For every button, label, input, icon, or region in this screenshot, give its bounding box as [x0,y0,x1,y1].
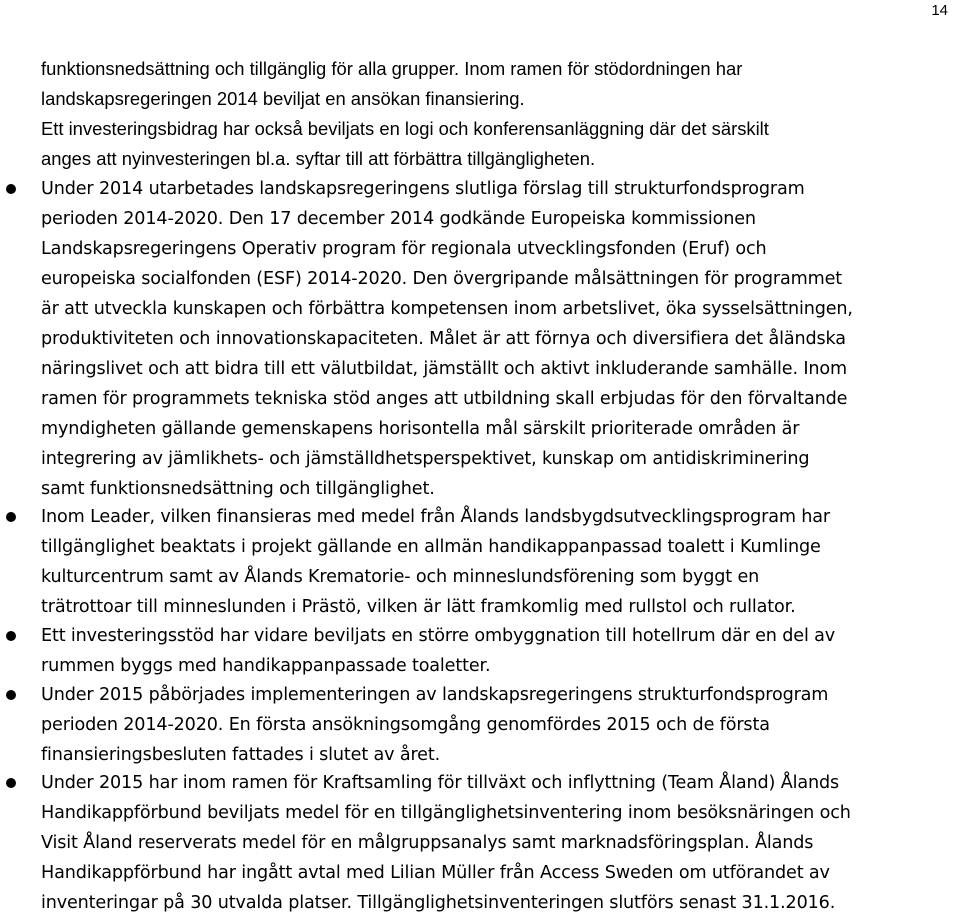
page-number: 14 [931,2,948,19]
text-line: perioden 2014-2020. En första ansökningsomgång genomfördes 2015 och de första [41,715,770,735]
text-line: europeiska socialfonden (ESF) 2014-2020. Den övergripande målsättningen för programmet [41,269,843,289]
text-line: kulturcentrum samt av Ålands Krematorie- och minneslundsförening som byggt en [41,567,760,587]
bullet-icon [6,512,16,522]
text-line: tillgänglighet beaktats i projekt gällande en allmän handikappanpassad toalett i Kumlinge [41,537,821,557]
text-line: Inom Leader, vilken finansieras med medel från Ålands landsbygdsutvecklingsprogram har [41,507,830,527]
text-line: ramen för programmets tekniska stöd anges att utbildning skall erbjudas för den förvaltande [41,389,848,409]
text-line: integrering av jämlikhets- och jämställdhetsperspektivet, kunskap om antidiskriminering [41,449,810,469]
bullet-item-strukturfondsprogram [41,174,954,504]
text-line: Visit Åland reserverats medel för en målgruppsanalys samt marknadsföringsplan. Ålands [41,833,814,853]
text-line: Under 2015 påbörjades implementeringen av landskapsregeringens strukturfondsprogram [41,685,829,705]
bullet-item-leader [41,502,954,622]
text-line: anges att nyinvesteringen bl.a. syftar till att förbättra tillgängligheten. [41,148,596,169]
text-line: Under 2014 utarbetades landskapsregeringens slutliga förslag till strukturfondsprogram [41,179,805,199]
text-line: Landskapsregeringens Operativ program för regionala utvecklingsfonden (Eruf) och [41,239,767,259]
text-line: produktiviteten och innovationskapaciteten. Målet är att förnya och diversifiera det åländska [41,329,846,349]
text-line: näringslivet och att bidra till ett välutbildat, jämställt och aktivt inkluderande samhälle. Inom [41,359,847,379]
text-line: Handikappförbund beviljats medel för en tillgänglighetsinventering inom besöksnäringen och [41,803,851,823]
bullet-item-implementering [41,680,954,770]
text-line: Ett investeringsstöd har vidare beviljats en större ombyggnation till hotellrum där en del av [41,626,836,646]
text-line: Ett investeringsbidrag har också beviljats en logi och konferensanläggning där det särskilt [41,118,769,139]
bullet-icon [6,184,16,194]
text-line: Under 2015 har inom ramen för Kraftsamling för tillväxt och inflyttning (Team Åland) Ålands [41,773,839,793]
text-line: myndigheten gällande gemenskapens horisontella mål särskilt prioriterade områden är [41,419,800,439]
bullet-item-hotellrum [41,621,954,681]
text-line: är att utveckla kunskapen och förbättra kompetensen inom arbetslivet, öka sysselsättningen, [41,299,853,319]
text-line: landskapsregeringen 2014 beviljat en ansökan finansiering. [41,88,525,109]
text-line: inventeringar på 30 utvalda platser. Tillgänglighetsinventeringen slutförs senast 31.1.2016. [41,893,836,913]
bullet-icon [6,778,16,788]
text-line: Handikappförbund har ingått avtal med Lilian Müller från Access Sweden om utförandet av [41,863,830,883]
bullet-item-kraftsamling [41,768,954,918]
bullet-icon [6,631,16,641]
text-line: rummen byggs med handikappanpassade toaletter. [41,656,491,676]
text-line: perioden 2014-2020. Den 17 december 2014 godkände Europeiska kommissionen [41,209,756,229]
text-line: funktionsnedsättning och tillgänglig för alla grupper. Inom ramen för stödordningen har [41,58,743,79]
text-line: trätrottoar till minneslunden i Prästö, vilken är lätt framkomlig med rullstol och rullator. [41,597,796,617]
intro-paragraph [41,54,954,174]
text-line: finansieringsbesluten fattades i slutet av året. [41,745,441,765]
bullet-icon [6,690,16,700]
text-line: samt funktionsnedsättning och tillgänglighet. [41,479,435,499]
